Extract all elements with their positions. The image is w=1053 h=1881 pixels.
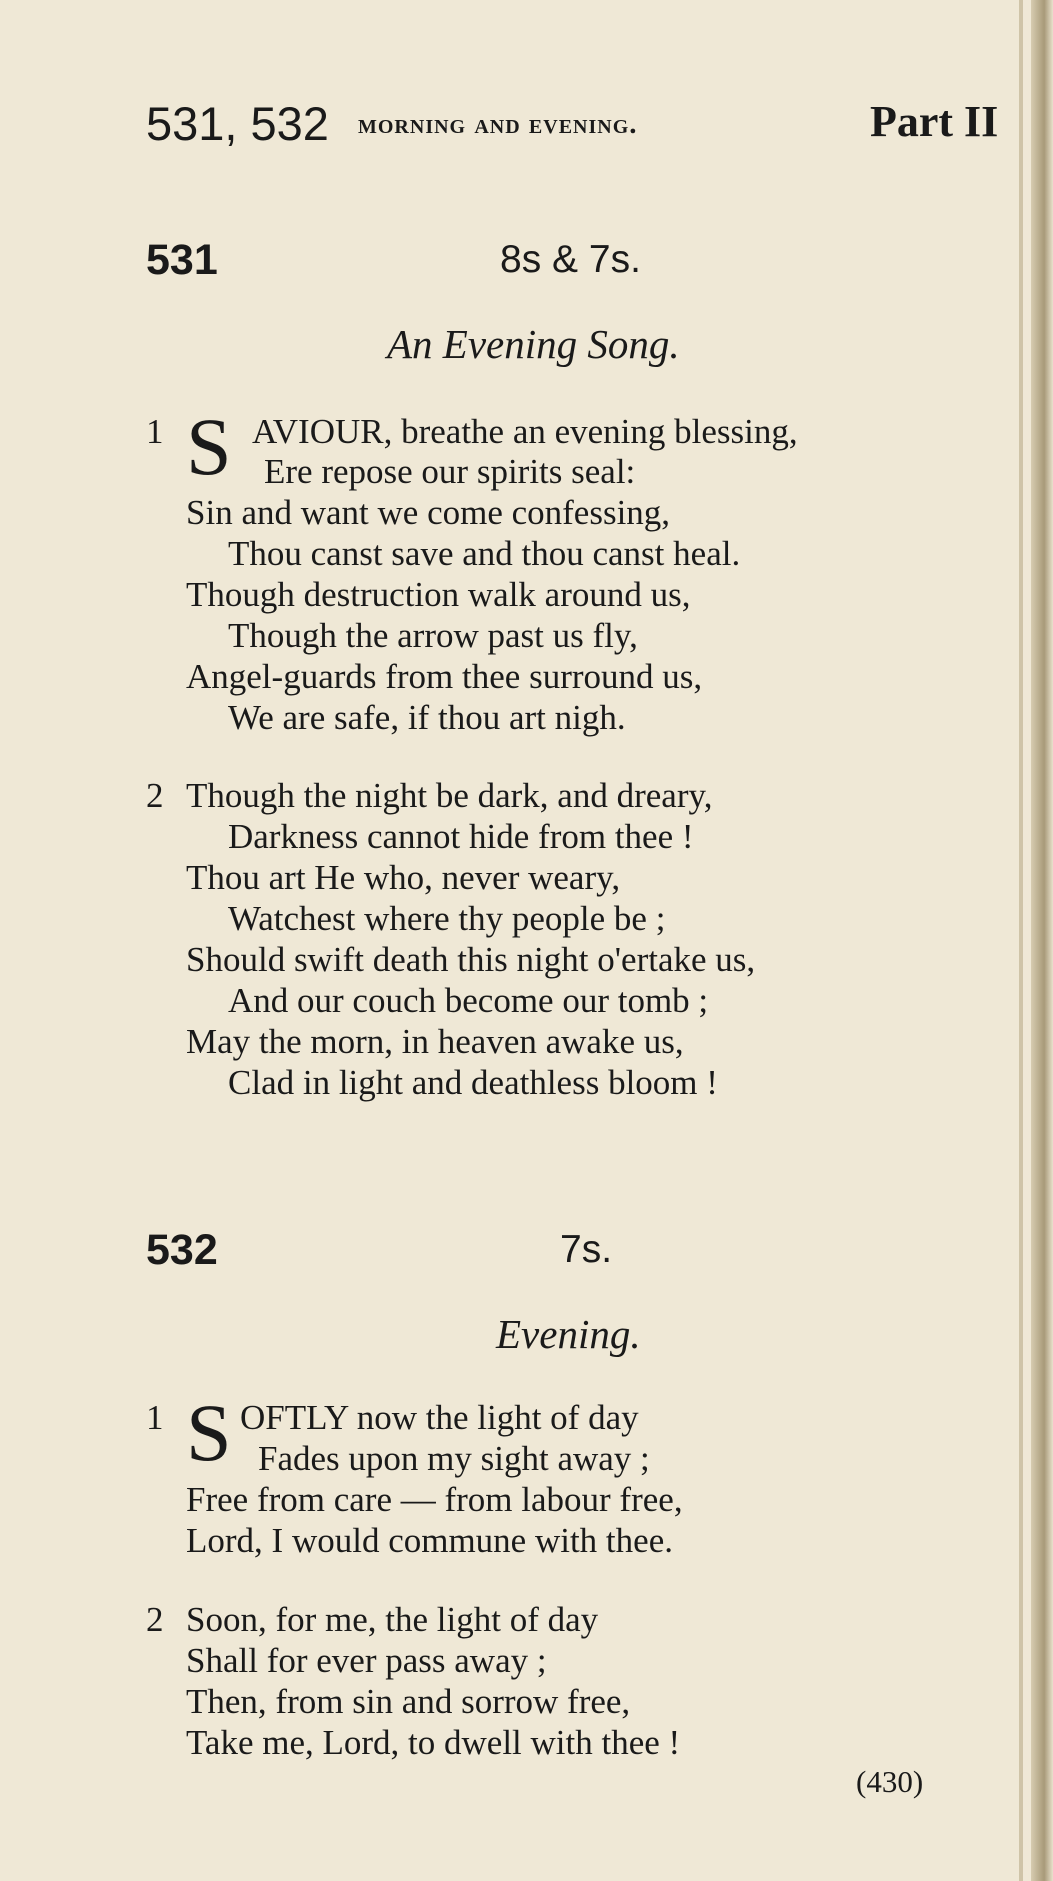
page-edge-line xyxy=(1019,0,1023,1881)
header-running-title: morning and evening. xyxy=(358,108,638,140)
verse-line: Take me, Lord, to dwell with thee ! xyxy=(186,1723,681,1762)
hymn-number: 531 xyxy=(146,236,218,284)
verse-line: Fades upon my sight away ; xyxy=(258,1439,650,1478)
verse-number: 2 xyxy=(146,776,164,815)
verse-number: 2 xyxy=(146,1600,164,1639)
verse-line: Should swift death this night o'ertake us, xyxy=(186,940,756,979)
verse-line: Free from care — from labour free, xyxy=(186,1480,683,1519)
hymn-meter: 7s. xyxy=(560,1228,613,1271)
footer-page-number: (430) xyxy=(856,1764,924,1799)
page-edge xyxy=(1031,0,1053,1881)
hymn-title: Evening. xyxy=(496,1311,641,1357)
verse-line: Thou art He who, never weary, xyxy=(186,858,621,897)
verse-line: Then, from sin and sorrow free, xyxy=(186,1682,631,1721)
verse-number: 1 xyxy=(146,1398,164,1437)
verse-line: Thou canst save and thou canst heal. xyxy=(228,534,741,573)
verse-line: OFTLY now the light of day xyxy=(240,1398,639,1437)
verse-line: And our couch become our tomb ; xyxy=(228,981,709,1020)
verse-line: Sin and want we come confessing, xyxy=(186,493,671,532)
verse-line: May the morn, in heaven awake us, xyxy=(186,1022,684,1061)
verse-line: Angel-guards from thee surround us, xyxy=(186,657,703,696)
drop-cap: S xyxy=(186,1387,232,1478)
verse-line: Darkness cannot hide from thee ! xyxy=(228,817,694,856)
header-part: Part II xyxy=(870,97,999,146)
verse-line: Ere repose our spirits seal: xyxy=(264,452,636,491)
verse-number: 1 xyxy=(146,412,164,451)
verse-line: Though destruction walk around us, xyxy=(186,575,691,614)
verse-line: We are safe, if thou art nigh. xyxy=(228,698,626,737)
verse-line: AVIOUR, breathe an evening blessing, xyxy=(252,412,798,451)
hymn-title: An Evening Song. xyxy=(387,321,680,367)
verse-line: Clad in light and deathless bloom ! xyxy=(228,1063,718,1102)
verse-line: Watchest where thy people be ; xyxy=(228,899,666,938)
verse-line: Lord, I would commune with thee. xyxy=(186,1521,673,1560)
verse-line: Though the arrow past us fly, xyxy=(228,616,638,655)
verse-line: Though the night be dark, and dreary, xyxy=(186,776,713,815)
hymn-meter: 8s & 7s. xyxy=(500,238,641,281)
verse-line: Soon, for me, the light of day xyxy=(186,1600,599,1639)
verse-line: Shall for ever pass away ; xyxy=(186,1641,547,1680)
drop-cap: S xyxy=(186,401,232,492)
hymn-number: 532 xyxy=(146,1226,218,1274)
header-page-numbers: 531, 532 xyxy=(146,97,329,150)
